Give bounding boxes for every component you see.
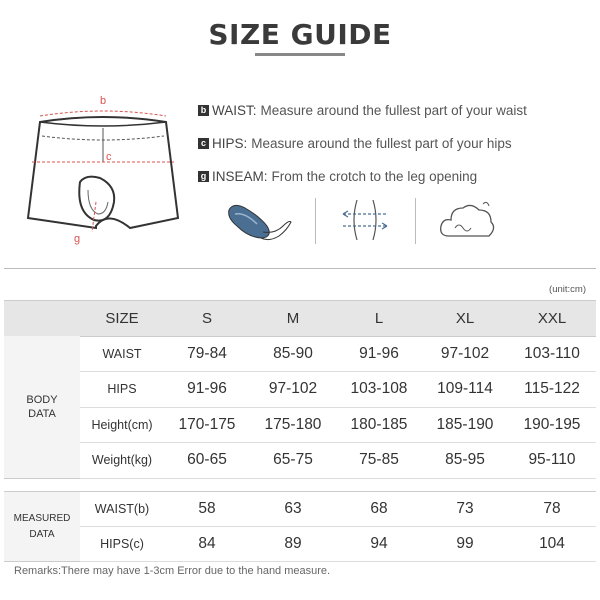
key-badge: b	[198, 105, 209, 116]
table-cell: 99	[422, 527, 508, 562]
table-row	[4, 443, 596, 479]
table-row	[4, 527, 596, 562]
row-label: Height(cm)	[80, 407, 164, 443]
table-cell: 60-65	[164, 443, 250, 479]
key-badge: c	[198, 138, 209, 149]
table-row	[4, 336, 596, 372]
definition-term: WAIST:	[212, 103, 257, 118]
definition-term: HIPS:	[212, 136, 248, 151]
table-cell: 175-180	[250, 407, 336, 443]
table-cell: 94	[336, 527, 422, 562]
table-cell: 75-85	[336, 443, 422, 479]
feature-icons	[215, 190, 515, 250]
header-cell-empty	[4, 301, 80, 337]
page-title: SIZE GUIDE	[208, 18, 392, 51]
definition-term: INSEAM:	[212, 169, 268, 184]
header-cell: L	[336, 301, 422, 337]
title-underline	[255, 53, 345, 56]
table-row	[4, 492, 596, 527]
table-cell: 185-190	[422, 407, 508, 443]
shorts-diagram	[18, 90, 188, 250]
table-cell: 85-95	[422, 443, 508, 479]
row-label: HIPS(c)	[80, 527, 164, 562]
diagram-label-waist: b	[100, 95, 107, 107]
table-cell: 79-84	[164, 336, 250, 372]
row-label: HIPS	[80, 372, 164, 408]
table-cell: 180-185	[336, 407, 422, 443]
table-cell: 78	[508, 492, 596, 527]
definition-desc: From the crotch to the leg opening	[271, 169, 478, 184]
table-cell: 103-110	[508, 336, 596, 372]
table-cell: 190-195	[508, 407, 596, 443]
group-label-body-data	[4, 336, 80, 478]
table-cell: 89	[250, 527, 336, 562]
stretch-fabric-icon	[339, 196, 391, 244]
group-label-line: DATA	[29, 528, 55, 540]
group-label-line: BODY	[26, 393, 58, 406]
table-cell: 68	[336, 492, 422, 527]
table-row	[4, 372, 596, 408]
section-divider	[4, 268, 596, 269]
table-cell: 84	[164, 527, 250, 562]
diagram-label-inseam: g	[74, 233, 81, 245]
table-cell: 73	[422, 492, 508, 527]
definition-waist	[198, 94, 598, 127]
measurement-definitions	[198, 94, 598, 193]
table-cell: 97-102	[422, 336, 508, 372]
header-cell: S	[164, 301, 250, 337]
group-label-measured-data	[4, 492, 80, 562]
row-label: WAIST(b)	[80, 492, 164, 527]
header-cell: M	[250, 301, 336, 337]
definition-inseam	[198, 160, 598, 193]
table-cell: 103-108	[336, 372, 422, 408]
icon-separator	[415, 198, 416, 244]
header-cell: XL	[422, 301, 508, 337]
body-data-table	[4, 336, 596, 479]
diagram-label-hips: c	[106, 151, 112, 163]
header-row	[4, 301, 596, 337]
table-cell: 104	[508, 527, 596, 562]
measured-data-table	[4, 491, 596, 562]
table-cell: 91-96	[336, 336, 422, 372]
remarks-note: Remarks:There may have 1-3cm Error due to the hand measure.	[14, 565, 331, 577]
key-badge: g	[198, 171, 209, 182]
table-cell: 65-75	[250, 443, 336, 479]
shorts-outline-icon	[28, 117, 178, 228]
table-cell: 95-110	[508, 443, 596, 479]
table-cell: 63	[250, 492, 336, 527]
table-cell: 97-102	[250, 372, 336, 408]
table-cell: 91-96	[164, 372, 250, 408]
size-table-header	[4, 300, 596, 337]
definition-desc: Measure around the fullest part of your waist	[260, 103, 527, 118]
header-cell: XXL	[508, 301, 596, 337]
definition-desc: Measure around the fullest part of your hips	[251, 136, 512, 151]
group-label-line: MEASURED	[13, 512, 71, 524]
table-cell: 85-90	[250, 336, 336, 372]
unit-label: (unit:cm)	[549, 284, 586, 295]
table-cell: 109-114	[422, 372, 508, 408]
table-row	[4, 407, 596, 443]
row-label: Weight(kg)	[80, 443, 164, 479]
breathable-cloud-icon	[437, 198, 497, 242]
row-label: WAIST	[80, 336, 164, 372]
table-cell: 170-175	[164, 407, 250, 443]
definition-hips	[198, 127, 598, 160]
group-label-line: DATA	[28, 407, 56, 420]
table-cell: 58	[164, 492, 250, 527]
padded-insert-icon	[223, 196, 295, 244]
header-cell: SIZE	[80, 301, 164, 337]
table-cell: 115-122	[508, 372, 596, 408]
icon-separator	[315, 198, 316, 244]
